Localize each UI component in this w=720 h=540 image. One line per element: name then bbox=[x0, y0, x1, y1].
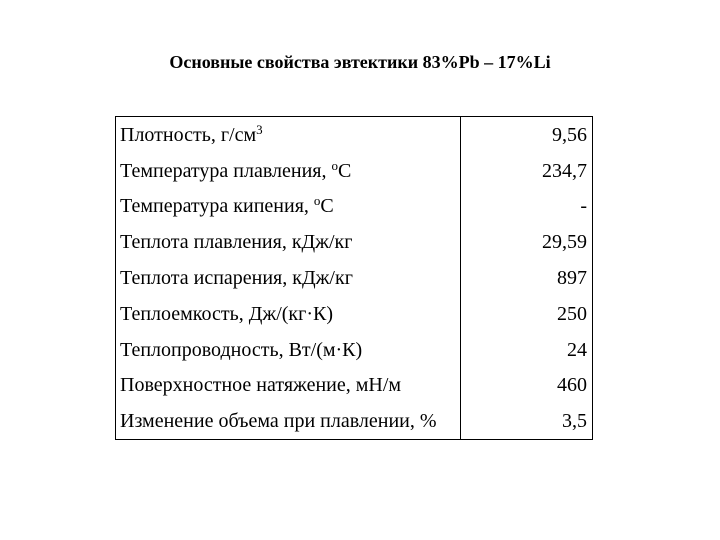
property-name: Изменение объема при плавлении, % bbox=[116, 403, 461, 439]
property-name: Теплопроводность, Вт/(м·К) bbox=[116, 332, 461, 368]
property-name: Теплота плавления, кДж/кг bbox=[116, 224, 461, 260]
page-title: Основные свойства эвтектики 83%Pb – 17%Li bbox=[169, 52, 551, 72]
table-row bbox=[116, 403, 593, 439]
property-value: 29,59 bbox=[542, 231, 587, 254]
property-value: 234,7 bbox=[542, 159, 587, 182]
property-name: Теплота испарения, кДж/кг bbox=[116, 260, 461, 296]
table-row bbox=[116, 224, 593, 260]
table-row bbox=[116, 296, 593, 332]
table-row bbox=[116, 189, 593, 225]
table-row bbox=[116, 332, 593, 368]
table-row bbox=[116, 117, 593, 153]
property-name: Поверхностное натяжение, мН/м bbox=[116, 368, 461, 404]
property-name: Теплоемкость, Дж/(кг·К) bbox=[116, 296, 461, 332]
table-row bbox=[116, 368, 593, 404]
property-value: 897 bbox=[557, 267, 587, 290]
property-value: 24 bbox=[567, 338, 587, 361]
property-name: Плотность, $г/см^3$ bbox=[116, 117, 461, 153]
property-name: Температура плавления, $^о$С bbox=[116, 153, 461, 189]
table-row bbox=[116, 260, 593, 296]
property-value: 250 bbox=[557, 302, 587, 325]
property-name: Температура кипения, $^о$С bbox=[116, 189, 461, 225]
property-value: 3,5 bbox=[562, 410, 587, 433]
property-value: 460 bbox=[557, 374, 587, 397]
properties-table bbox=[115, 116, 593, 440]
table-row bbox=[116, 153, 593, 189]
property-value: - bbox=[580, 195, 587, 218]
property-value: 9,56 bbox=[552, 123, 587, 146]
